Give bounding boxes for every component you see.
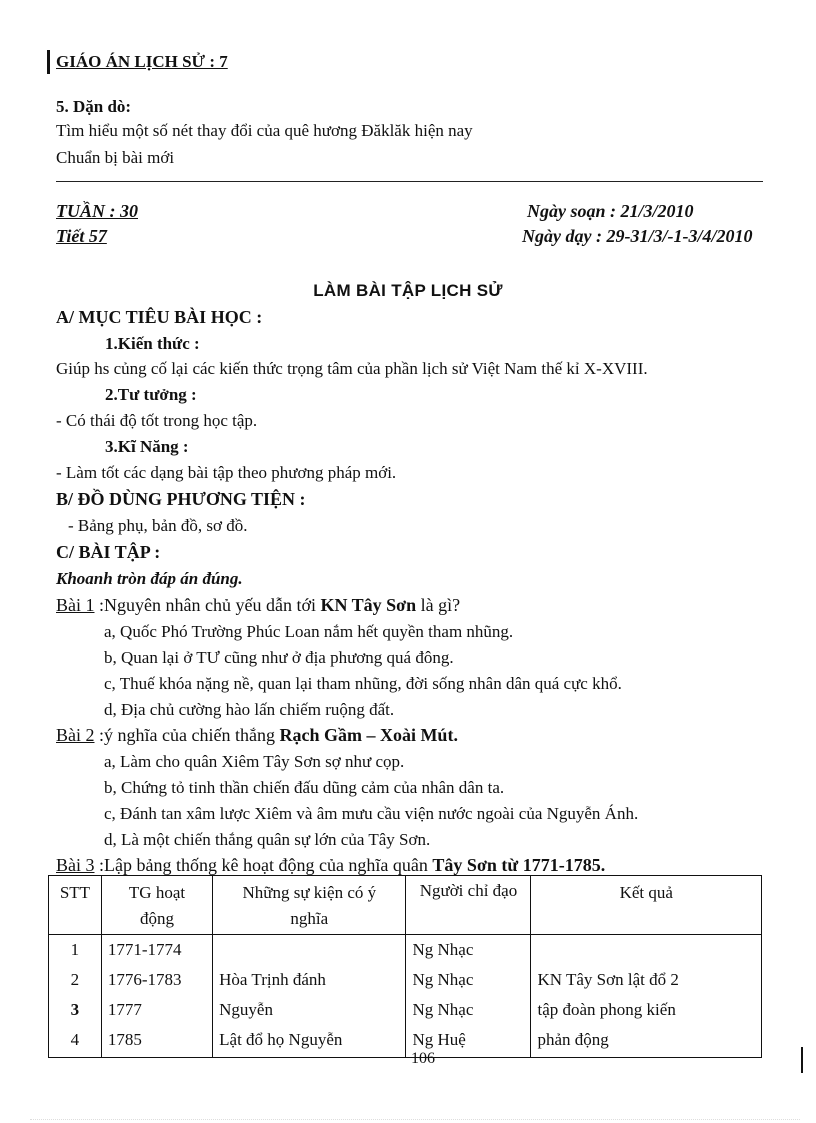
section-divider [56, 181, 763, 182]
exercise-3-question [56, 855, 605, 876]
cell-time: 1785 [101, 1025, 212, 1058]
exercise-instruction: Khoanh tròn đáp án đúng. [56, 569, 243, 588]
cell-time: 1777 [101, 995, 212, 1025]
table-row [49, 935, 762, 966]
table-row [49, 995, 762, 1025]
page-number: 106 [411, 1050, 435, 1067]
cell-stt: 3 [49, 995, 102, 1025]
section-a-heading: A/ MỤC TIÊU BÀI HỌC : [56, 307, 263, 327]
cell-result: KN Tây Sơn lật đổ 2 [531, 965, 762, 995]
exercise-1-option-d: d, Địa chủ cường hào lấn chiếm ruộng đất. [104, 700, 395, 719]
exercise-3-bold: Tây Sơn từ 1771-1785. [432, 855, 606, 875]
exercise-2-option-b: b, Chứng tỏ tinh thần chiến đấu dũng cảm của nhân dân ta. [104, 778, 505, 797]
section-c-heading: C/ BÀI TẬP : [56, 542, 161, 562]
table-row [49, 965, 762, 995]
table-header-row [49, 876, 762, 935]
exercise-2-bold: Rạch Gầm – Xoài Mút. [279, 725, 458, 745]
cell-event [213, 935, 406, 966]
date-taught: Ngày dạy : 29-31/3/-1-3/4/2010 [522, 226, 753, 246]
cell-leader: Ng Nhạc [406, 995, 531, 1025]
exercise-2-option-d: d, Là một chiến thắng quân sự lớn của Tây Sơn. [104, 830, 431, 849]
document-header: GIÁO ÁN LỊCH SỬ : 7 [56, 52, 228, 71]
homework-heading [56, 97, 131, 117]
exercise-1-text: :Nguyên nhân chủ yếu dẫn tới [94, 595, 321, 615]
exercise-1-option-a: a, Quốc Phó Trường Phúc Loan nắm hết quyền tham nhũng. [104, 622, 514, 641]
cell-event: Nguyễn [213, 995, 406, 1025]
cell-time: 1771-1774 [101, 935, 212, 966]
exercise-3-text: :Lập bảng thống kê hoạt động của nghĩa quân [94, 855, 433, 875]
header-leader: Người chỉ đạo [406, 876, 531, 935]
exercise-1-question [56, 595, 460, 616]
exercise-1-bold: KN Tây Sơn [320, 595, 417, 615]
exercise-1-label: Bài 1 [56, 595, 95, 615]
cell-result: phản động [531, 1025, 762, 1058]
cell-time: 1776-1783 [101, 965, 212, 995]
date-prepared: Ngày soạn : 21/3/2010 [527, 201, 694, 221]
exercise-2-question [56, 725, 458, 746]
exercise-2-option-a: a, Làm cho quân Xiêm Tây Sơn sợ như cọp. [104, 752, 405, 771]
cell-result: tập đoàn phong kiến [531, 995, 762, 1025]
homework-line-1: Tìm hiểu một số nét thay đổi của quê hương Đăklăk hiện nay [56, 121, 473, 140]
cell-result [531, 935, 762, 966]
page-bottom-border [30, 1119, 800, 1120]
header-margin-bar [47, 50, 50, 74]
homework-heading-text: 5. Dặn dò: [56, 97, 132, 116]
knowledge-heading: 1.Kiến thức : [105, 334, 200, 353]
homework-line-2: Chuẩn bị bài mới [56, 148, 175, 167]
exercise-2-option-c: c, Đánh tan xâm lược Xiêm và âm mưu cầu viện nước ngoài của Nguyễn Ánh. [104, 804, 639, 823]
cell-leader: Ng Nhạc [406, 965, 531, 995]
cell-event: Lật đổ họ Nguyễn [213, 1025, 406, 1058]
cell-leader: Ng Nhạc [406, 935, 531, 966]
header-time: TG hoạt động [101, 876, 212, 935]
header-stt: STT [49, 876, 102, 935]
attitude-text: - Có thái độ tốt trong học tập. [56, 411, 258, 430]
skills-text: - Làm tốt các dạng bài tập theo phương pháp mới. [56, 463, 397, 482]
header-result: Kết quả [531, 876, 762, 935]
exercise-2-text: :ý nghĩa của chiến thắng [94, 725, 280, 745]
knowledge-text: Giúp hs củng cố lại các kiến thức trọng tâm của phần lịch sử Việt Nam thế kỉ X-XVIII. [56, 359, 648, 378]
cell-stt: 2 [49, 965, 102, 995]
section-b-item: - Bảng phụ, bản đồ, sơ đồ. [68, 516, 248, 535]
cell-stt: 4 [49, 1025, 102, 1058]
exercise-2-label: Bài 2 [56, 725, 95, 745]
exercise-1-tail: là gì? [416, 595, 461, 615]
exercise-1-option-c: c, Thuế khóa nặng nề, quan lại tham nhũng, đời sống nhân dân quá cực khổ. [104, 674, 622, 693]
skills-heading: 3.Kĩ Năng : [105, 437, 189, 456]
attitude-heading: 2.Tư tưởng : [105, 385, 197, 404]
exercise-1-option-b: b, Quan lại ở TƯ cũng như ở địa phương quá đông. [104, 648, 454, 667]
page-title: LÀM BÀI TẬP LỊCH SỬ [313, 281, 503, 300]
footer-margin-bar [801, 1047, 803, 1073]
activity-table [48, 875, 762, 1058]
exercise-3-label: Bài 3 [56, 855, 95, 875]
cell-stt: 1 [49, 935, 102, 966]
cell-leader: Ng Huệ [406, 1025, 531, 1058]
header-event: Những sự kiện có ý nghĩa [213, 876, 406, 935]
section-b-heading: B/ ĐỒ DÙNG PHƯƠNG TIỆN : [56, 489, 306, 509]
cell-event: Hòa Trịnh đánh [213, 965, 406, 995]
week-label: TUẦN : 30 [56, 201, 138, 221]
period-label: Tiết 57 [56, 226, 107, 246]
